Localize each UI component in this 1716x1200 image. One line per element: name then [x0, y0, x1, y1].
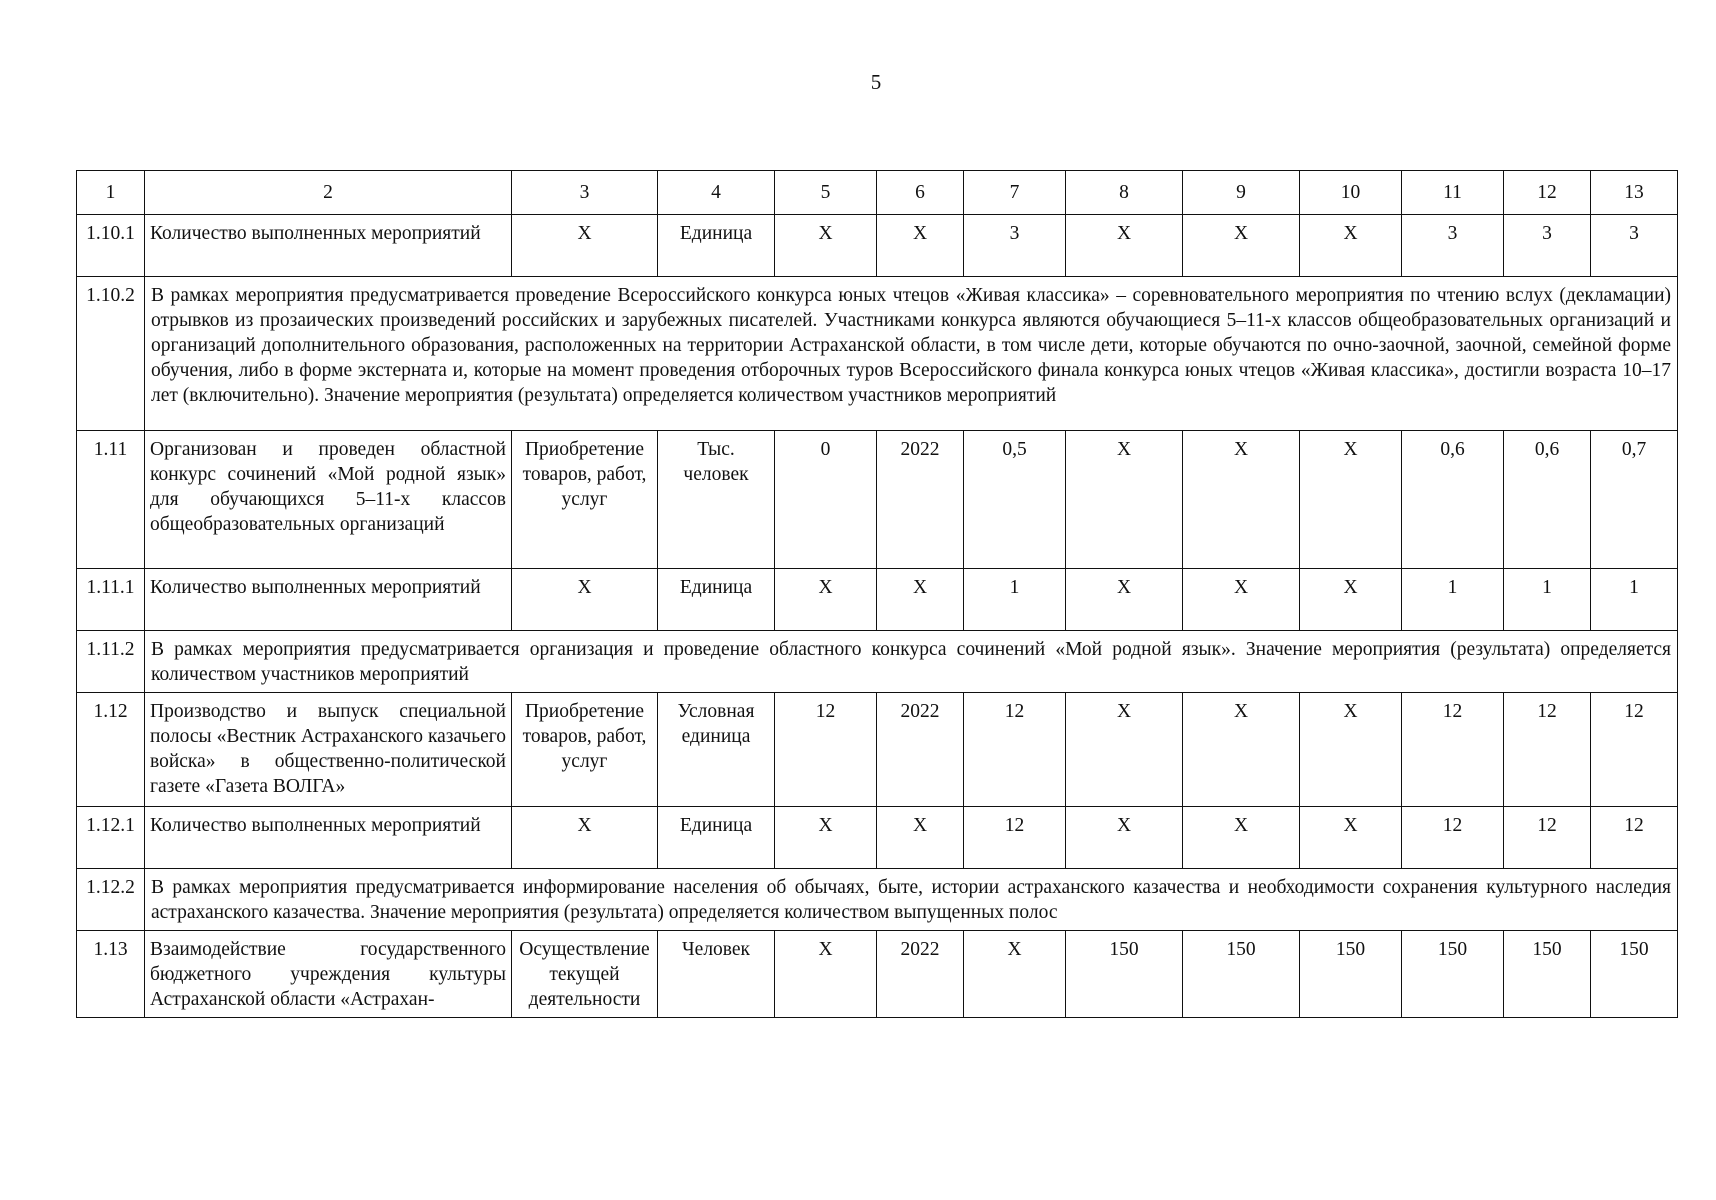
measure-name: Производство и выпуск специальной полосы «Вестник Астраханского казачьего войска» в общественно-политической газете «Газета ВОЛГА» — [145, 693, 512, 807]
row-number: 1.11 — [77, 431, 145, 569]
measure-name: Количество выполненных мероприятий — [145, 807, 512, 869]
cell-col-7: X — [964, 931, 1066, 1018]
cell-type: Приобретение товаров, работ, услуг — [512, 693, 658, 807]
table-row-1-10-2 — [77, 277, 1678, 431]
cell-col-11: 3 — [1402, 215, 1504, 277]
measure-description: В рамках мероприятия предусматривается проведение Всероссийского конкурса юных чтецов «Живая классика» – соревновательного мероприятия по чтению вслух (декламации) отрывков из прозаических произведений российских и зарубежных писателей. Участниками конкурса являются обучающиеся 5–11-х классов общеобразовательных организаций и организаций дополнительного образования, расположенных на территории Астраханской области, в том числе дети, которые обучаются по очно-заочной, заочной, семейной форме обучения, либо в форме экстерната и, которые на момент проведения отборочных туров Всероссийского финала конкурса юных чтецов «Живая классика», достигли возраста 10–17 лет (включительно). Значение мероприятия (результата) определяется количеством участников мероприятий — [145, 277, 1678, 431]
cell-unit: Единица — [658, 807, 775, 869]
cell-col-7: 1 — [964, 569, 1066, 631]
cell-col-8: X — [1066, 807, 1183, 869]
row-number: 1.11.2 — [77, 631, 145, 693]
cell-col-9: X — [1183, 693, 1300, 807]
cell-base-value: 12 — [775, 693, 877, 807]
cell-col-12: 12 — [1504, 693, 1591, 807]
header-cell: 1 — [77, 171, 145, 215]
table-row-1-12-2 — [77, 869, 1678, 931]
measure-name: Количество выполненных мероприятий — [145, 569, 512, 631]
cell-col-8: X — [1066, 431, 1183, 569]
cell-base-year: 2022 — [877, 431, 964, 569]
cell-base-value: X — [775, 931, 877, 1018]
header-cell: 8 — [1066, 171, 1183, 215]
cell-col-8: X — [1066, 569, 1183, 631]
cell-col-9: X — [1183, 215, 1300, 277]
cell-col-12: 1 — [1504, 569, 1591, 631]
cell-type: X — [512, 807, 658, 869]
cell-col-10: X — [1300, 431, 1402, 569]
header-cell: 5 — [775, 171, 877, 215]
cell-col-13: 3 — [1591, 215, 1678, 277]
cell-base-year: 2022 — [877, 693, 964, 807]
header-cell: 13 — [1591, 171, 1678, 215]
measure-description: В рамках мероприятия предусматривается организация и проведение областного конкурса сочинений «Мой родной язык». Значение мероприятия (результата) определяется количеством участников мероприятий — [145, 631, 1678, 693]
cell-col-10: 150 — [1300, 931, 1402, 1018]
cell-col-11: 1 — [1402, 569, 1504, 631]
cell-col-7: 12 — [964, 693, 1066, 807]
measure-description: В рамках мероприятия предусматривается информирование населения об обычаях, быте, истории астраханского казачества и необходимости сохранения культурного наследия астраханского казачества. Значение мероприятия (результата) определяется количеством выпущенных полос — [145, 869, 1678, 931]
table-row-1-11-1 — [77, 569, 1678, 631]
cell-base-year: X — [877, 807, 964, 869]
row-number: 1.12 — [77, 693, 145, 807]
cell-base-value: X — [775, 569, 877, 631]
cell-col-13: 0,7 — [1591, 431, 1678, 569]
cell-unit: Человек — [658, 931, 775, 1018]
header-cell: 2 — [145, 171, 512, 215]
cell-col-12: 150 — [1504, 931, 1591, 1018]
table-row-1-10-1 — [77, 215, 1678, 277]
cell-base-value: X — [775, 215, 877, 277]
header-cell: 11 — [1402, 171, 1504, 215]
cell-col-12: 12 — [1504, 807, 1591, 869]
cell-col-9: 150 — [1183, 931, 1300, 1018]
page-number: 5 — [870, 70, 882, 94]
measure-name: Количество выполненных мероприятий — [145, 215, 512, 277]
cell-col-12: 3 — [1504, 215, 1591, 277]
header-cell: 6 — [877, 171, 964, 215]
cell-type: Приобретение товаров, работ, услуг — [512, 431, 658, 569]
cell-col-8: 150 — [1066, 931, 1183, 1018]
cell-col-11: 0,6 — [1402, 431, 1504, 569]
table-row-1-11 — [77, 431, 1678, 569]
indicators-table — [76, 170, 1678, 1018]
cell-col-9: X — [1183, 431, 1300, 569]
cell-col-10: X — [1300, 807, 1402, 869]
cell-col-11: 12 — [1402, 807, 1504, 869]
header-cell: 4 — [658, 171, 775, 215]
cell-base-value: X — [775, 807, 877, 869]
cell-type: Осуществление текущей деятельности — [512, 931, 658, 1018]
cell-col-10: X — [1300, 693, 1402, 807]
header-cell: 12 — [1504, 171, 1591, 215]
cell-col-7: 12 — [964, 807, 1066, 869]
cell-col-7: 3 — [964, 215, 1066, 277]
cell-base-year: 2022 — [877, 931, 964, 1018]
header-cell: 7 — [964, 171, 1066, 215]
cell-col-10: X — [1300, 215, 1402, 277]
cell-col-10: X — [1300, 569, 1402, 631]
cell-col-8: X — [1066, 215, 1183, 277]
cell-unit: Единица — [658, 569, 775, 631]
measure-name: Организован и проведен областной конкурс сочинений «Мой родной язык» для обучающихся 5–11-х классов общеобразовательных организаций — [145, 431, 512, 569]
cell-type: X — [512, 569, 658, 631]
cell-col-7: 0,5 — [964, 431, 1066, 569]
cell-unit: Условная единица — [658, 693, 775, 807]
cell-type: X — [512, 215, 658, 277]
cell-col-13: 150 — [1591, 931, 1678, 1018]
row-number: 1.12.1 — [77, 807, 145, 869]
cell-col-9: X — [1183, 569, 1300, 631]
cell-col-8: X — [1066, 693, 1183, 807]
cell-unit: Тыс. человек — [658, 431, 775, 569]
table-row-1-12-1 — [77, 807, 1678, 869]
measure-name: Взаимодействие государственного бюджетного учреждения культуры Астраханской области «Астрахан- — [145, 931, 512, 1018]
row-number: 1.10.2 — [77, 277, 145, 431]
row-number: 1.10.1 — [77, 215, 145, 277]
cell-col-12: 0,6 — [1504, 431, 1591, 569]
cell-base-value: 0 — [775, 431, 877, 569]
header-cell: 9 — [1183, 171, 1300, 215]
cell-unit: Единица — [658, 215, 775, 277]
header-cell: 3 — [512, 171, 658, 215]
cell-col-9: X — [1183, 807, 1300, 869]
cell-col-11: 150 — [1402, 931, 1504, 1018]
cell-base-year: X — [877, 569, 964, 631]
cell-col-13: 12 — [1591, 807, 1678, 869]
header-cell: 10 — [1300, 171, 1402, 215]
cell-col-11: 12 — [1402, 693, 1504, 807]
cell-base-year: X — [877, 215, 964, 277]
cell-col-13: 1 — [1591, 569, 1678, 631]
table-row-1-11-2 — [77, 631, 1678, 693]
row-number: 1.12.2 — [77, 869, 145, 931]
cell-col-13: 12 — [1591, 693, 1678, 807]
row-number: 1.13 — [77, 931, 145, 1018]
table-row-1-12 — [77, 693, 1678, 807]
column-number-row — [77, 171, 1678, 215]
row-number: 1.11.1 — [77, 569, 145, 631]
table-row-1-13 — [77, 931, 1678, 1018]
